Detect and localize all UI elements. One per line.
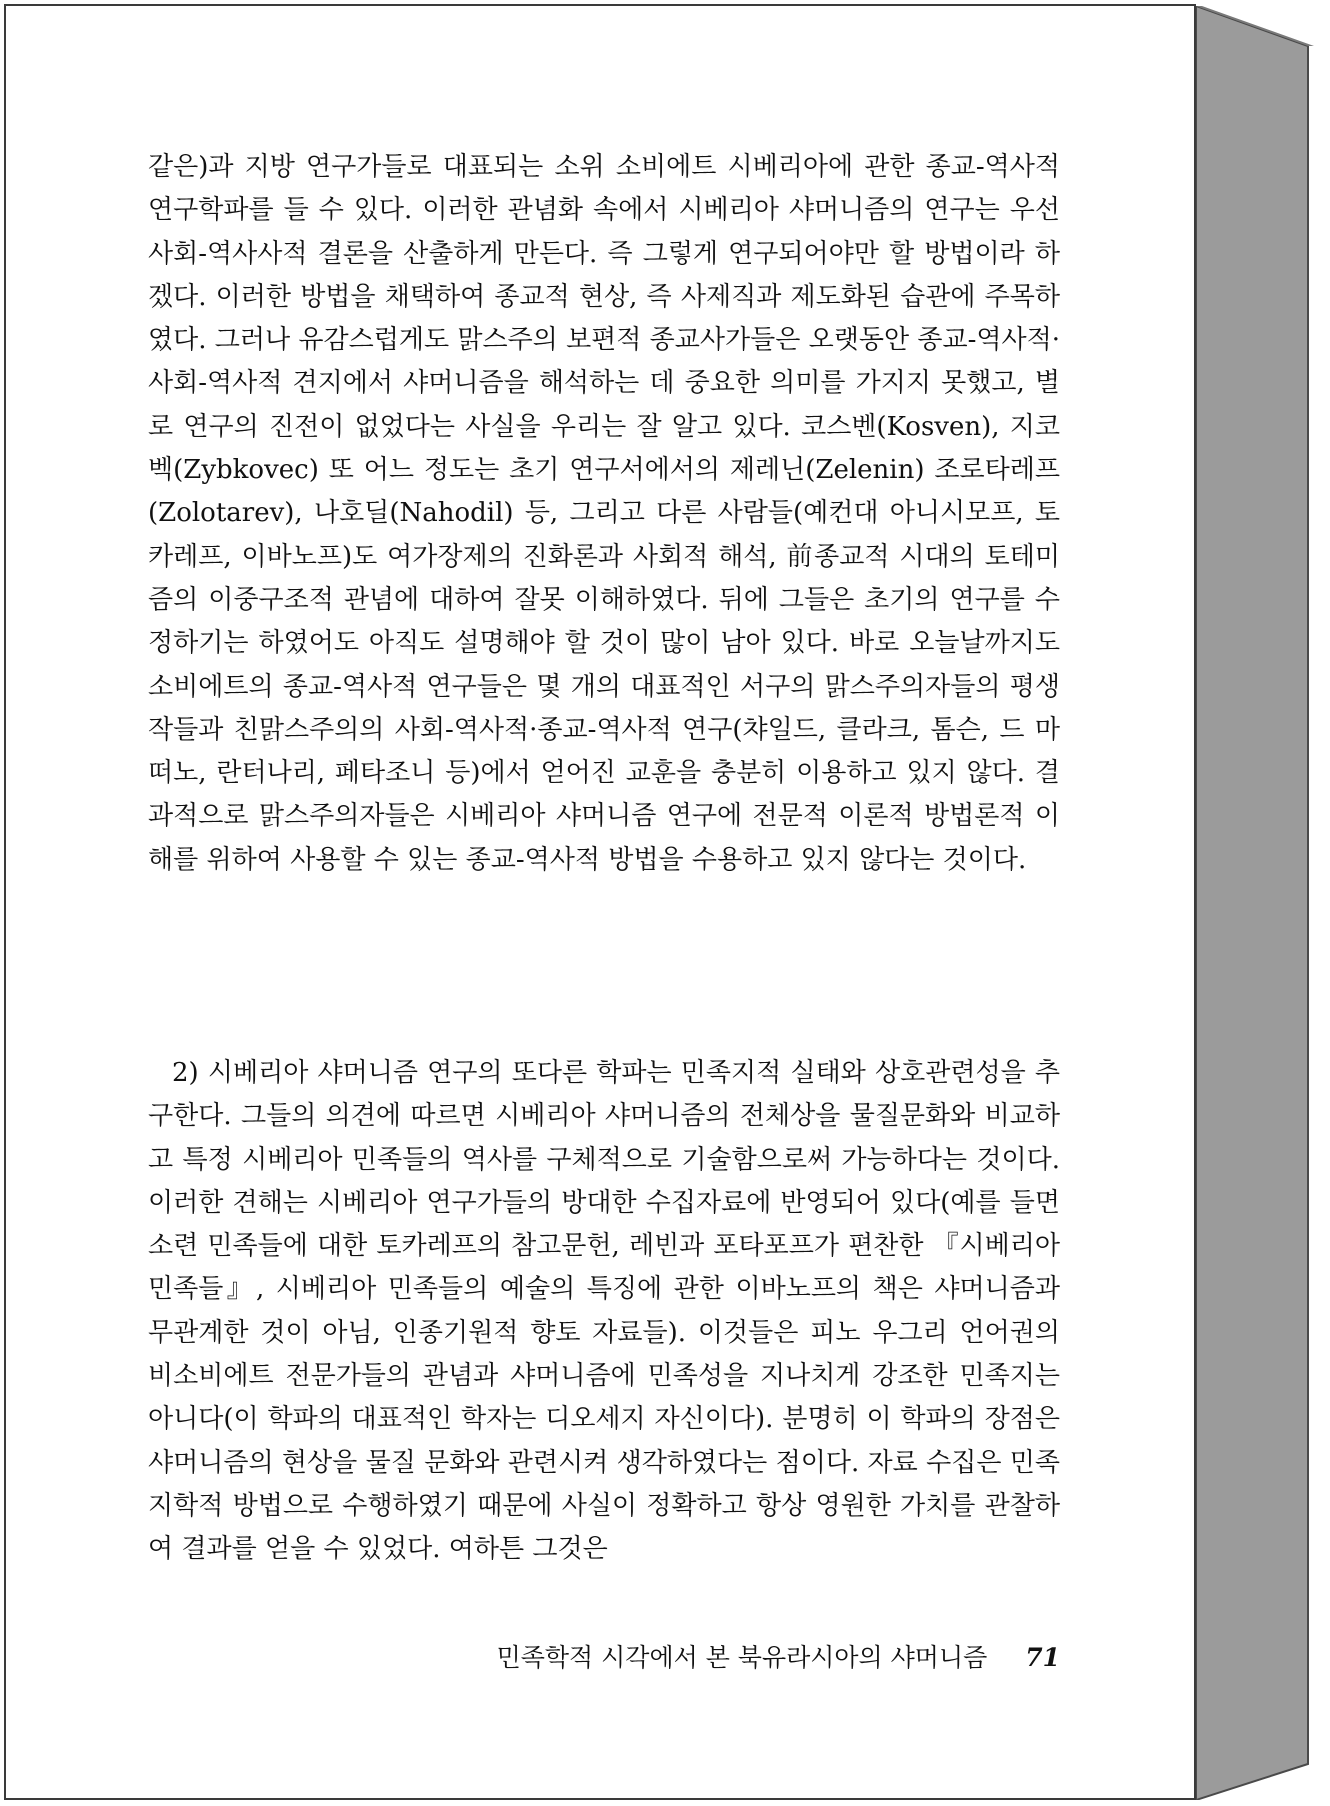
body-paragraph-1: 같은)과 지방 연구가들로 대표되는 소위 소비에트 시베리아에 관한 종교-역사적 연구학파를 들 수 있다. 이러한 관념화 속에서 시베리아 샤머니즘의 연구는 우선 사회-역사사적 결론을 산출하게 만든다. 즉 그렇게 연구되어야만 할 방법이라 하겠다. 이러한 방법을 채택하여 종교적 현상, 즉 사제직과 제도화된 습관에 주목하였다. 그러나 유감스럽게도 맑스주의 보편적 종교사가들은 오랫동안 종교-역사적·사회-역사적 견지에서 샤머니즘을 해석하는 데 중요한 의미를 가지지 못했고, 별로 연구의 진전이 없었다는 사실을 우리는 잘 알고 있다. 코스벤(Kosven), 지코벡(Zybkovec) 또 어느 정도는 초기 연구서에서의 제레닌(Zelenin) 조로타레프(Zolotarev), 나호딜(Nahodil) 등, 그리고 다른 사람들(예컨대 아니시모프, 토카레프, 이바노프)도 여가장제의 진화론과 사회적 해석, 前종교적 시대의 토테미즘의 이중구조적 관념에 대하여 잘못 이해하였다. 뒤에 그들은 초기의 연구를 수정하기는 하였어도 아직도 설명해야 할 것이 많이 남아 있다. 바로 오늘날까지도 소비에트의 종교-역사적 연구들은 몇 개의 대표적인 서구의 맑스주의자들의 평생작들과 친맑스주의의 사회-역사적·종교-역사적 연구(챠일드, 클라크, 톰슨, 드 마떠노, 란터나리, 페타조니 등)에서 얻어진 교훈을 충분히 이용하고 있지 않다. 결과적으로 맑스주의자들은 시베리아 샤머니즘 연구에 전문적 이론적 방법론적 이해를 위하여 사용할 수 있는 종교-역사적 방법을 수용하고 있지 않다는 것이다. (148, 152, 1060, 875)
running-footer-title: 민족학적 시각에서 본 북유라시아의 샤머니즘 (496, 1643, 988, 1672)
page-number: 71 (1025, 1643, 1060, 1672)
body-paragraph-2: 2) 시베리아 샤머니즘 연구의 또다른 학파는 민족지적 실태와 상호관련성을 추구한다. 그들의 의견에 따르면 시베리아 샤머니즘의 전체상을 물질문화와 비교하고 특정 시베리아 민족들의 역사를 구체적으로 기술함으로써 가능하다는 것이다. 이러한 견해는 시베리아 연구가들의 방대한 수집자료에 반영되어 있다(예를 들면 소련 민족들에 대한 토카레프의 참고문헌, 레빈과 포타포프가 편찬한 『시베리아 민족들』, 시베리아 민족들의 예술의 특징에 관한 이바노프의 책은 샤머니즘과 무관계한 것이 아님, 인종기원적 향토 자료들). 이것들은 피노 우그리 언어권의 비소비에트 전문가들의 관념과 샤머니즘에 민족성을 지나치게 강조한 민족지는 아니다(이 학파의 대표적인 학자는 디오세지 자신이다). 분명히 이 학파의 장점은 샤머니즘의 현상을 물질 문화와 관련시켜 생각하였다는 점이다. 자료 수집은 민족지학적 방법으로 수행하였기 때문에 사실이 정확하고 항상 영원한 가치를 관찰하여 결과를 얻을 수 있었다. 여하튼 그것은 (148, 1058, 1060, 1565)
page-footer (148, 1638, 1060, 1674)
book-edge-3d (1196, 6, 1320, 1800)
